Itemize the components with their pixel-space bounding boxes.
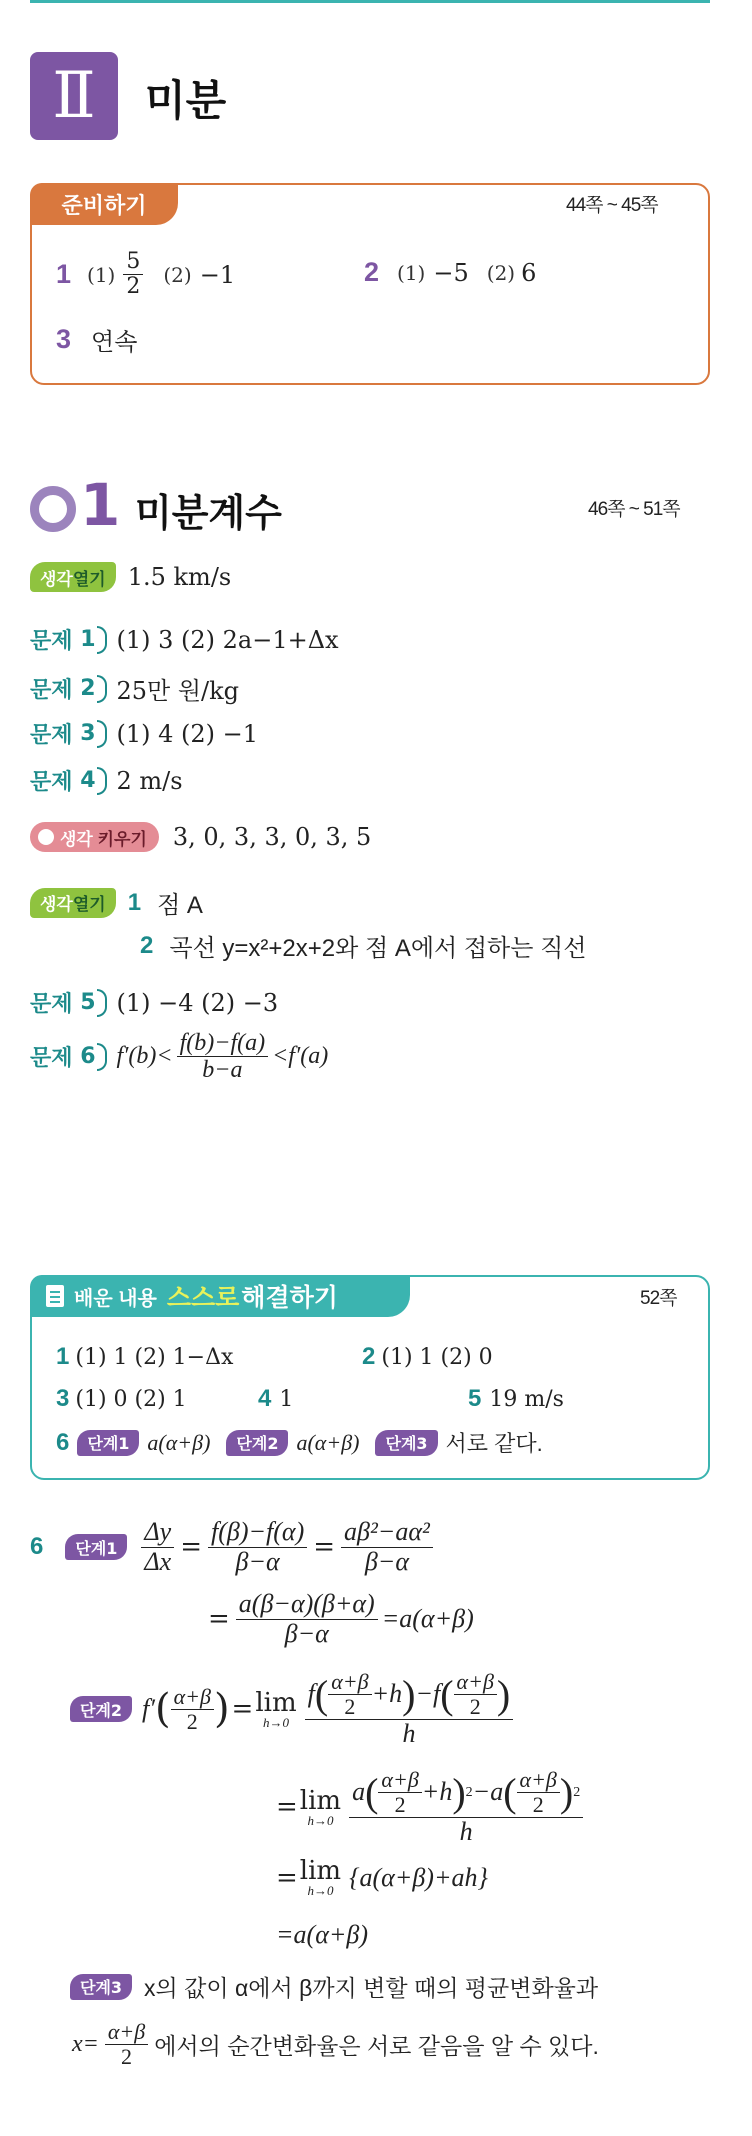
answer-text: (1) 0 (2) 1	[75, 1386, 187, 1412]
self-answer-2	[362, 1343, 493, 1371]
solution-conclusion-2: x= $\frac{\alpha+\beta}{2}$ 에서의 순간변화율은 서로 같음을 알 수 있다.	[72, 2019, 599, 2070]
denominator: 2	[126, 274, 141, 300]
grow-thinking-answer: 3, 0, 3, 3, 0, 3, 5	[172, 823, 372, 851]
problem-label: 문제 2	[30, 673, 107, 704]
fraction: f ( $\frac{\alpha+\beta}{2}$ +h ) −f ( $\frac{\alpha+\beta}{2}$ ) h	[305, 1670, 514, 1749]
problem-answer: 25만 원/kg	[116, 677, 240, 705]
answer-text: 1	[279, 1386, 294, 1412]
step-2-answer: a(α+β)	[296, 1429, 360, 1455]
answer-number: 3	[56, 1385, 70, 1412]
solution-number: 6	[30, 1533, 44, 1561]
answer-number: 1	[56, 259, 72, 290]
solution-line-4: = lim h→0 a ( $\frac{\alpha+\beta}{2}$ +h ) 2 −a ( $\frac{\alpha+\beta}{2}$ ) 2 h	[276, 1768, 583, 1847]
answer-number: 3	[56, 324, 72, 354]
answer-value: −5	[433, 258, 469, 287]
limit: lim h→0	[299, 1856, 342, 1898]
answer-number: 2	[362, 1343, 376, 1370]
part-label: (2)	[486, 260, 516, 285]
fraction: $\frac{f(\beta)-f(\alpha)}{\beta-\alpha}$	[208, 1518, 307, 1576]
answer-number: 4	[258, 1385, 272, 1412]
fraction: a ( $\frac{\alpha+\beta}{2}$ +h ) 2 −a ( $\frac{\alpha+\beta}{2}$ ) 2 h	[349, 1768, 583, 1847]
problem-answer: (1) 4 (2) −1	[116, 719, 259, 748]
answer-number: 1	[127, 888, 142, 916]
step-3-badge: 단계3	[375, 1430, 437, 1456]
problem-label: 문제 5	[30, 987, 107, 1018]
answer-number: 1	[56, 1343, 70, 1370]
answer-number: 2	[364, 257, 380, 287]
inequality-right: <f′(a)	[272, 1043, 329, 1070]
answer-value: −1	[199, 260, 236, 289]
numerator: 5	[123, 250, 143, 275]
fraction: $\frac{\alpha+\beta}{2}$	[105, 2020, 148, 2069]
self-answer-4	[258, 1385, 293, 1413]
bulb-icon	[38, 829, 54, 845]
fraction	[123, 250, 143, 299]
solution-line-6: =a(α+β)	[276, 1920, 369, 1949]
answer-text: 점 A	[157, 892, 203, 919]
problem-4	[30, 765, 183, 796]
problem-answer: 2 m/s	[116, 766, 183, 795]
problem-2	[30, 671, 239, 706]
open-thinking-2	[30, 885, 203, 920]
solution-line-1: 6 단계1 $\frac{\Delta y}{\Delta x}$ = $\frac{f(\beta)-f(\alpha)}{\beta-\alpha}$ = $\frac{\text{aβ²−aα²}}{\beta-\alpha}$	[30, 1518, 433, 1576]
section-number-o	[30, 486, 76, 532]
problem-answer: (1) 3 (2) 2a−1+Δx	[116, 625, 339, 654]
problem-label: 문제 4	[30, 765, 107, 796]
section-title: 미분계수	[135, 493, 282, 535]
step-1-answer: a(α+β)	[147, 1429, 211, 1455]
self-answer-1	[56, 1343, 233, 1371]
limit: lim h→0	[299, 1785, 342, 1828]
self-answer-3	[56, 1385, 187, 1413]
grow-thinking	[30, 822, 371, 852]
step-3-answer: 서로 같다.	[445, 1431, 543, 1456]
step-3-badge: 단계3	[70, 1974, 132, 2000]
chapter-title: 미분	[145, 77, 227, 124]
part-label: (1)	[397, 260, 426, 285]
step-2-badge: 단계2	[70, 1696, 132, 1722]
open-thinking-tag: 생각 열기	[30, 562, 116, 592]
prep-answer-1	[56, 250, 235, 299]
step-2-badge: 단계2	[226, 1430, 288, 1456]
problem-label: 문제 1	[30, 624, 107, 655]
problem-label: 문제 3	[30, 718, 107, 749]
open-thinking-answer: 1.5 km/s	[127, 563, 232, 591]
problem-5	[30, 987, 278, 1018]
prep-tab: 준비하기	[30, 183, 178, 225]
open-thinking-2-item-2	[140, 928, 586, 963]
chapter-numeral: Ⅱ	[52, 59, 96, 133]
solution-line-3: 단계2 f′ ( $\frac{\alpha+\beta}{2}$ ) = lim h→0 f ( $\frac{\alpha+\beta}{2}$ +h ) −f ( $\frac{\alpha+\beta}{2}$ ) h	[70, 1670, 513, 1749]
solution-conclusion-1	[70, 1970, 598, 2003]
self-answer-6	[56, 1427, 543, 1458]
open-thinking-tag: 생각 열기	[30, 888, 116, 918]
prep-answer-3	[56, 322, 137, 357]
answer-text: (1) 1 (2) 0	[381, 1344, 493, 1370]
solution-line-2: = $\frac{a(\beta-\alpha)(\beta+\alpha)}{\beta-\alpha}$ =a(α+β)	[208, 1589, 474, 1648]
section-pages: 46쪽 ~ 51쪽	[588, 499, 680, 520]
problem-answer: (1) −4 (2) −3	[116, 988, 279, 1017]
conclusion-text: x의 값이 α에서 β까지 변할 때의 평균변화율과	[144, 1975, 599, 2001]
problem-6	[30, 1030, 328, 1084]
fraction: $\frac{\text{aβ²−aα²}}{\beta-\alpha}$	[341, 1518, 433, 1576]
part-label: (1)	[87, 262, 116, 287]
answer-number: 2	[140, 931, 154, 959]
step-1-badge: 단계1	[77, 1430, 139, 1456]
self-answer-5	[468, 1385, 564, 1413]
problem-3	[30, 718, 258, 749]
chapter-numeral-badge	[30, 52, 118, 140]
section-number: 1	[80, 471, 121, 539]
problem-1	[30, 624, 339, 655]
answer-text: 19 m/s	[489, 1386, 564, 1412]
solution-line-5: = lim h→0 {a(α+β)+ah}	[276, 1856, 488, 1898]
answer-number: 6	[56, 1428, 70, 1456]
fraction: $\frac{f(b)-f(a)}{b-a}$	[177, 1030, 269, 1084]
prep-pages: 44쪽 ~ 45쪽	[566, 195, 658, 216]
answer-value: 6	[521, 258, 537, 287]
answer-value: 연속	[91, 329, 138, 356]
fraction: $\frac{\Delta y}{\Delta x}$	[141, 1518, 174, 1576]
open-thinking-1	[30, 562, 231, 592]
answer-number: 5	[468, 1385, 482, 1412]
self-pages: 52쪽	[640, 1288, 677, 1309]
step-1-badge: 단계1	[65, 1534, 127, 1560]
fraction: $\frac{\alpha+\beta}{2}$	[171, 1685, 214, 1734]
inequality-left: f′(b)<	[116, 1043, 173, 1070]
problem-label: 문제 6	[30, 1041, 107, 1072]
prep-answer-2	[364, 257, 536, 288]
fraction: $\frac{a(\beta-\alpha)(\beta+\alpha)}{\beta-\alpha}$	[236, 1590, 378, 1648]
grow-thinking-tag: 생각 키우기	[30, 822, 159, 852]
document-icon	[46, 1285, 64, 1307]
top-rule	[30, 0, 710, 3]
answer-text: (1) 1 (2) 1−Δx	[75, 1344, 234, 1370]
conclusion-text: 에서의 순간변화율은 서로 같음을 알 수 있다.	[154, 2033, 599, 2060]
part-label: (2)	[163, 262, 192, 287]
answer-text: 곡선 y=x²+2x+2와 점 A에서 접하는 직선	[169, 935, 587, 962]
limit: lim h→0	[255, 1687, 297, 1730]
self-solve-tab: 배운 내용 스스로 해결하기	[30, 1275, 410, 1317]
